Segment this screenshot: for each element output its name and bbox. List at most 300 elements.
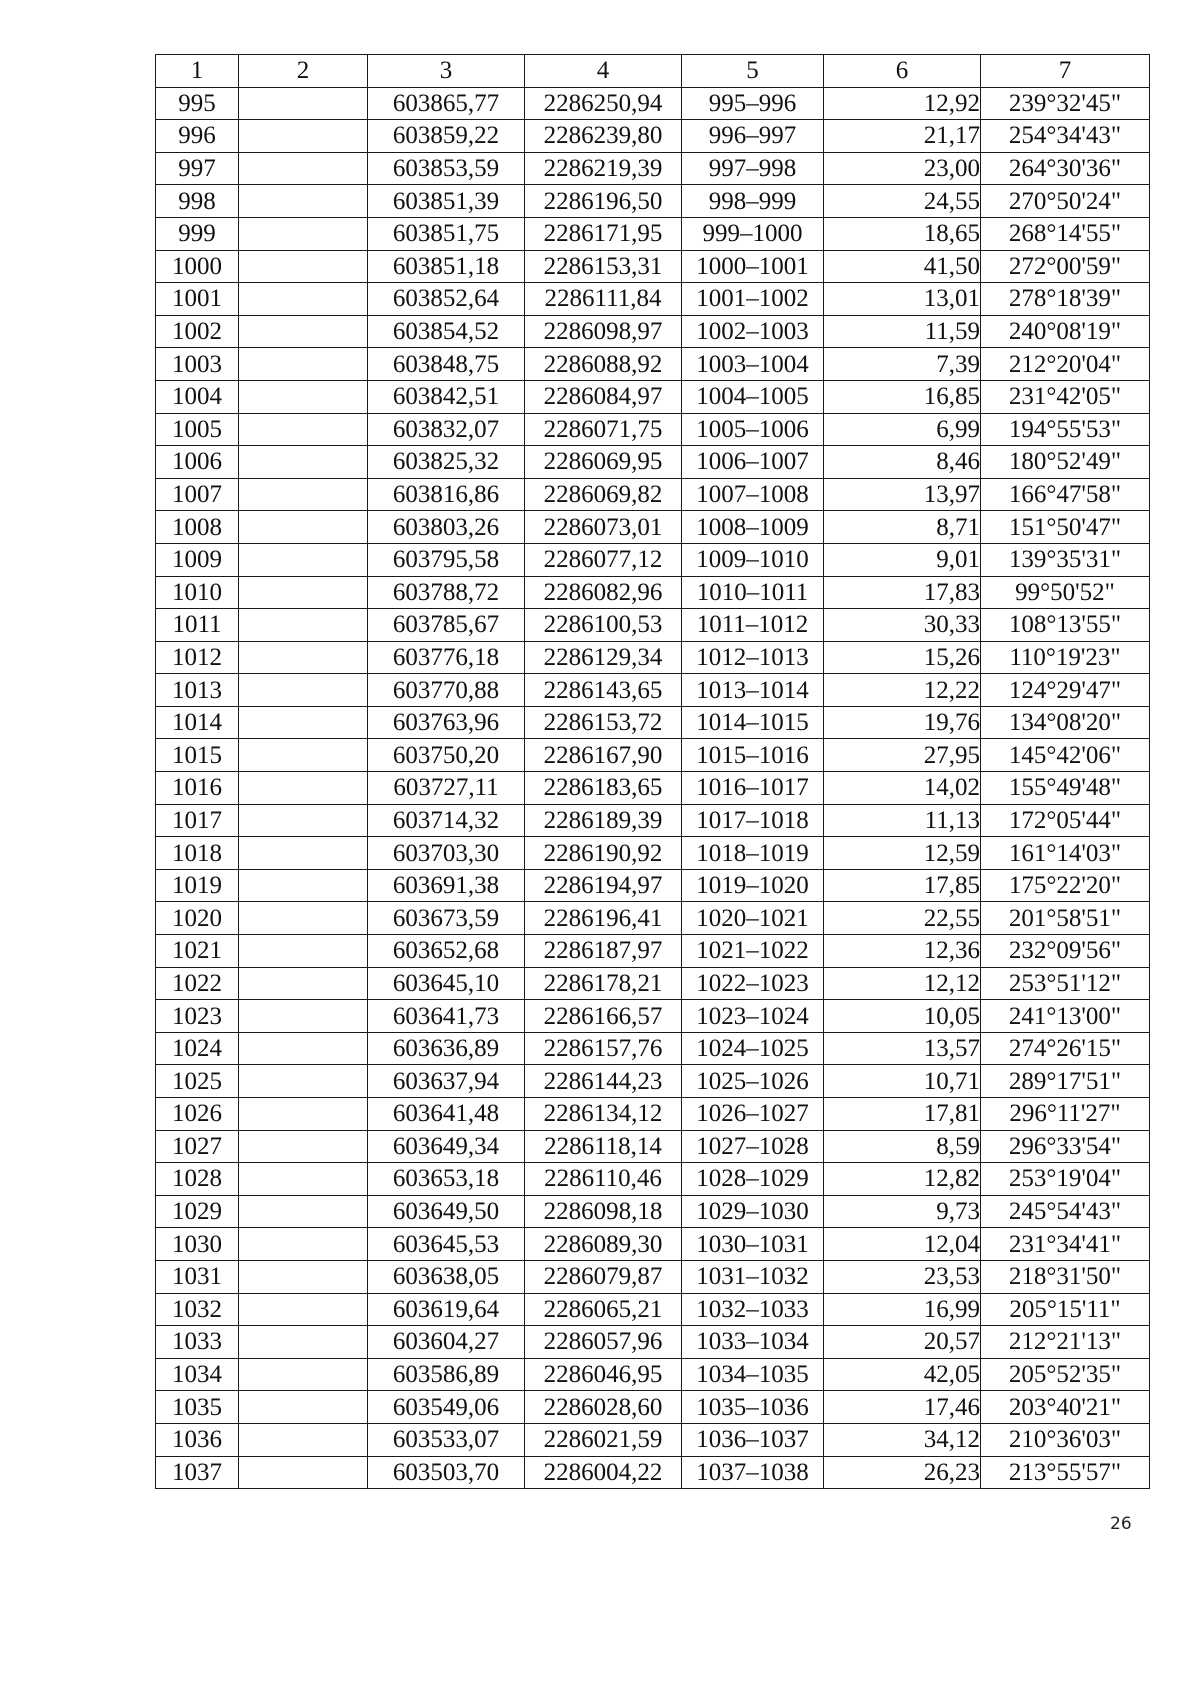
- segment-cell: 1010–1011: [682, 576, 824, 609]
- length-cell: 23,53: [824, 1260, 981, 1293]
- bearing-cell: 239°32'45": [981, 87, 1150, 120]
- y-coordinate-cell: 2286157,76: [525, 1032, 682, 1065]
- table-row: [156, 1293, 1150, 1326]
- y-coordinate-cell: 2286079,87: [525, 1260, 682, 1293]
- bearing-cell: 151°50'47": [981, 511, 1150, 544]
- segment-cell: 1011–1012: [682, 609, 824, 642]
- coordinates-table: [155, 54, 1150, 1489]
- empty-cell: [239, 1326, 368, 1359]
- segment-cell: 1017–1018: [682, 804, 824, 837]
- bearing-cell: 272°00'59": [981, 250, 1150, 283]
- y-coordinate-cell: 2286082,96: [525, 576, 682, 609]
- x-coordinate-cell: 603763,96: [368, 706, 525, 739]
- length-cell: 17,85: [824, 869, 981, 902]
- x-coordinate-cell: 603852,64: [368, 283, 525, 316]
- segment-cell: 1028–1029: [682, 1163, 824, 1196]
- segment-cell: 1029–1030: [682, 1195, 824, 1228]
- bearing-cell: 99°50'52": [981, 576, 1150, 609]
- empty-cell: [239, 87, 368, 120]
- segment-cell: 996–997: [682, 120, 824, 153]
- empty-cell: [239, 478, 368, 511]
- table-row: [156, 315, 1150, 348]
- length-cell: 12,92: [824, 87, 981, 120]
- length-cell: 12,22: [824, 674, 981, 707]
- length-cell: 12,36: [824, 935, 981, 968]
- y-coordinate-cell: 2286057,96: [525, 1326, 682, 1359]
- point-number-cell: 1027: [156, 1130, 239, 1163]
- y-coordinate-cell: 2286134,12: [525, 1098, 682, 1131]
- bearing-cell: 210°36'03": [981, 1423, 1150, 1456]
- segment-cell: 1005–1006: [682, 413, 824, 446]
- segment-cell: 1019–1020: [682, 869, 824, 902]
- empty-cell: [239, 1032, 368, 1065]
- column-header: 2: [239, 55, 368, 88]
- table-row: [156, 217, 1150, 250]
- point-number-cell: 998: [156, 185, 239, 218]
- bearing-cell: 145°42'06": [981, 739, 1150, 772]
- bearing-cell: 194°55'53": [981, 413, 1150, 446]
- x-coordinate-cell: 603649,34: [368, 1130, 525, 1163]
- empty-cell: [239, 837, 368, 870]
- segment-cell: 1021–1022: [682, 935, 824, 968]
- point-number-cell: 1023: [156, 1000, 239, 1033]
- x-coordinate-cell: 603859,22: [368, 120, 525, 153]
- bearing-cell: 180°52'49": [981, 446, 1150, 479]
- column-header: 7: [981, 55, 1150, 88]
- empty-cell: [239, 1000, 368, 1033]
- empty-cell: [239, 804, 368, 837]
- y-coordinate-cell: 2286187,97: [525, 935, 682, 968]
- point-number-cell: 1025: [156, 1065, 239, 1098]
- segment-cell: 995–996: [682, 87, 824, 120]
- empty-cell: [239, 902, 368, 935]
- y-coordinate-cell: 2286166,57: [525, 1000, 682, 1033]
- table-row: [156, 706, 1150, 739]
- empty-cell: [239, 706, 368, 739]
- table-row: [156, 348, 1150, 381]
- bearing-cell: 155°49'48": [981, 772, 1150, 805]
- point-number-cell: 1006: [156, 446, 239, 479]
- column-header: 3: [368, 55, 525, 88]
- table-row: [156, 804, 1150, 837]
- empty-cell: [239, 543, 368, 576]
- x-coordinate-cell: 603727,11: [368, 772, 525, 805]
- bearing-cell: 254°34'43": [981, 120, 1150, 153]
- y-coordinate-cell: 2286189,39: [525, 804, 682, 837]
- y-coordinate-cell: 2286171,95: [525, 217, 682, 250]
- length-cell: 24,55: [824, 185, 981, 218]
- point-number-cell: 1001: [156, 283, 239, 316]
- x-coordinate-cell: 603586,89: [368, 1358, 525, 1391]
- segment-cell: 1034–1035: [682, 1358, 824, 1391]
- length-cell: 17,83: [824, 576, 981, 609]
- table-row: [156, 283, 1150, 316]
- y-coordinate-cell: 2286084,97: [525, 380, 682, 413]
- point-number-cell: 1032: [156, 1293, 239, 1326]
- length-cell: 14,02: [824, 772, 981, 805]
- x-coordinate-cell: 603533,07: [368, 1423, 525, 1456]
- point-number-cell: 1030: [156, 1228, 239, 1261]
- y-coordinate-cell: 2286143,65: [525, 674, 682, 707]
- length-cell: 8,59: [824, 1130, 981, 1163]
- x-coordinate-cell: 603853,59: [368, 152, 525, 185]
- x-coordinate-cell: 603691,38: [368, 869, 525, 902]
- x-coordinate-cell: 603851,18: [368, 250, 525, 283]
- length-cell: 34,12: [824, 1423, 981, 1456]
- y-coordinate-cell: 2286196,50: [525, 185, 682, 218]
- segment-cell: 1003–1004: [682, 348, 824, 381]
- x-coordinate-cell: 603750,20: [368, 739, 525, 772]
- x-coordinate-cell: 603770,88: [368, 674, 525, 707]
- empty-cell: [239, 250, 368, 283]
- segment-cell: 1012–1013: [682, 641, 824, 674]
- bearing-cell: 134°08'20": [981, 706, 1150, 739]
- point-number-cell: 1020: [156, 902, 239, 935]
- y-coordinate-cell: 2286073,01: [525, 511, 682, 544]
- empty-cell: [239, 1195, 368, 1228]
- bearing-cell: 108°13'55": [981, 609, 1150, 642]
- length-cell: 42,05: [824, 1358, 981, 1391]
- length-cell: 12,59: [824, 837, 981, 870]
- x-coordinate-cell: 603785,67: [368, 609, 525, 642]
- segment-cell: 997–998: [682, 152, 824, 185]
- x-coordinate-cell: 603832,07: [368, 413, 525, 446]
- length-cell: 41,50: [824, 250, 981, 283]
- segment-cell: 1015–1016: [682, 739, 824, 772]
- empty-cell: [239, 152, 368, 185]
- y-coordinate-cell: 2286077,12: [525, 543, 682, 576]
- y-coordinate-cell: 2286089,30: [525, 1228, 682, 1261]
- segment-cell: 1000–1001: [682, 250, 824, 283]
- table-row: [156, 1358, 1150, 1391]
- table-row: [156, 576, 1150, 609]
- length-cell: 13,01: [824, 283, 981, 316]
- empty-cell: [239, 315, 368, 348]
- x-coordinate-cell: 603825,32: [368, 446, 525, 479]
- x-coordinate-cell: 603714,32: [368, 804, 525, 837]
- point-number-cell: 1002: [156, 315, 239, 348]
- point-number-cell: 997: [156, 152, 239, 185]
- segment-cell: 1013–1014: [682, 674, 824, 707]
- length-cell: 30,33: [824, 609, 981, 642]
- segment-cell: 1025–1026: [682, 1065, 824, 1098]
- bearing-cell: 270°50'24": [981, 185, 1150, 218]
- length-cell: 17,81: [824, 1098, 981, 1131]
- bearing-cell: 205°52'35": [981, 1358, 1150, 1391]
- segment-cell: 1036–1037: [682, 1423, 824, 1456]
- length-cell: 10,05: [824, 1000, 981, 1033]
- header-row: [156, 55, 1150, 88]
- length-cell: 27,95: [824, 739, 981, 772]
- segment-cell: 1007–1008: [682, 478, 824, 511]
- empty-cell: [239, 576, 368, 609]
- column-header: 1: [156, 55, 239, 88]
- point-number-cell: 1031: [156, 1260, 239, 1293]
- bearing-cell: 213°55'57": [981, 1456, 1150, 1489]
- y-coordinate-cell: 2286110,46: [525, 1163, 682, 1196]
- table-row: [156, 1391, 1150, 1424]
- bearing-cell: 232°09'56": [981, 935, 1150, 968]
- point-number-cell: 1011: [156, 609, 239, 642]
- x-coordinate-cell: 603703,30: [368, 837, 525, 870]
- point-number-cell: 1033: [156, 1326, 239, 1359]
- length-cell: 26,23: [824, 1456, 981, 1489]
- segment-cell: 1024–1025: [682, 1032, 824, 1065]
- x-coordinate-cell: 603673,59: [368, 902, 525, 935]
- table-row: [156, 1032, 1150, 1065]
- x-coordinate-cell: 603645,10: [368, 967, 525, 1000]
- x-coordinate-cell: 603641,73: [368, 1000, 525, 1033]
- point-number-cell: 1036: [156, 1423, 239, 1456]
- bearing-cell: 161°14'03": [981, 837, 1150, 870]
- point-number-cell: 999: [156, 217, 239, 250]
- empty-cell: [239, 1260, 368, 1293]
- x-coordinate-cell: 603641,48: [368, 1098, 525, 1131]
- table-body: [156, 87, 1150, 1489]
- table-row: [156, 478, 1150, 511]
- point-number-cell: 1007: [156, 478, 239, 511]
- x-coordinate-cell: 603604,27: [368, 1326, 525, 1359]
- segment-cell: 1037–1038: [682, 1456, 824, 1489]
- y-coordinate-cell: 2286167,90: [525, 739, 682, 772]
- length-cell: 20,57: [824, 1326, 981, 1359]
- y-coordinate-cell: 2286071,75: [525, 413, 682, 446]
- x-coordinate-cell: 603803,26: [368, 511, 525, 544]
- bearing-cell: 172°05'44": [981, 804, 1150, 837]
- empty-cell: [239, 1293, 368, 1326]
- length-cell: 12,82: [824, 1163, 981, 1196]
- empty-cell: [239, 1358, 368, 1391]
- table-row: [156, 772, 1150, 805]
- bearing-cell: 203°40'21": [981, 1391, 1150, 1424]
- point-number-cell: 1021: [156, 935, 239, 968]
- point-number-cell: 1013: [156, 674, 239, 707]
- table-row: [156, 87, 1150, 120]
- bearing-cell: 166°47'58": [981, 478, 1150, 511]
- table-row: [156, 152, 1150, 185]
- segment-cell: 1027–1028: [682, 1130, 824, 1163]
- point-number-cell: 1016: [156, 772, 239, 805]
- length-cell: 17,46: [824, 1391, 981, 1424]
- bearing-cell: 212°21'13": [981, 1326, 1150, 1359]
- y-coordinate-cell: 2286144,23: [525, 1065, 682, 1098]
- bearing-cell: 205°15'11": [981, 1293, 1150, 1326]
- segment-cell: 1018–1019: [682, 837, 824, 870]
- table-row: [156, 1065, 1150, 1098]
- empty-cell: [239, 511, 368, 544]
- bearing-cell: 264°30'36": [981, 152, 1150, 185]
- empty-cell: [239, 1098, 368, 1131]
- length-cell: 19,76: [824, 706, 981, 739]
- bearing-cell: 124°29'47": [981, 674, 1150, 707]
- bearing-cell: 253°51'12": [981, 967, 1150, 1000]
- x-coordinate-cell: 603549,06: [368, 1391, 525, 1424]
- empty-cell: [239, 739, 368, 772]
- point-number-cell: 1026: [156, 1098, 239, 1131]
- segment-cell: 1030–1031: [682, 1228, 824, 1261]
- length-cell: 21,17: [824, 120, 981, 153]
- point-number-cell: 1024: [156, 1032, 239, 1065]
- empty-cell: [239, 283, 368, 316]
- empty-cell: [239, 1130, 368, 1163]
- y-coordinate-cell: 2286100,53: [525, 609, 682, 642]
- x-coordinate-cell: 603816,86: [368, 478, 525, 511]
- empty-cell: [239, 1065, 368, 1098]
- bearing-cell: 231°42'05": [981, 380, 1150, 413]
- bearing-cell: 296°11'27": [981, 1098, 1150, 1131]
- length-cell: 11,13: [824, 804, 981, 837]
- length-cell: 10,71: [824, 1065, 981, 1098]
- segment-cell: 1009–1010: [682, 543, 824, 576]
- empty-cell: [239, 413, 368, 446]
- y-coordinate-cell: 2286046,95: [525, 1358, 682, 1391]
- empty-cell: [239, 869, 368, 902]
- point-number-cell: 1019: [156, 869, 239, 902]
- length-cell: 22,55: [824, 902, 981, 935]
- bearing-cell: 253°19'04": [981, 1163, 1150, 1196]
- x-coordinate-cell: 603848,75: [368, 348, 525, 381]
- segment-cell: 1014–1015: [682, 706, 824, 739]
- length-cell: 8,46: [824, 446, 981, 479]
- y-coordinate-cell: 2286004,22: [525, 1456, 682, 1489]
- segment-cell: 1002–1003: [682, 315, 824, 348]
- y-coordinate-cell: 2286088,92: [525, 348, 682, 381]
- x-coordinate-cell: 603851,39: [368, 185, 525, 218]
- y-coordinate-cell: 2286250,94: [525, 87, 682, 120]
- x-coordinate-cell: 603619,64: [368, 1293, 525, 1326]
- length-cell: 13,97: [824, 478, 981, 511]
- point-number-cell: 1034: [156, 1358, 239, 1391]
- y-coordinate-cell: 2286098,18: [525, 1195, 682, 1228]
- segment-cell: 998–999: [682, 185, 824, 218]
- point-number-cell: 1028: [156, 1163, 239, 1196]
- table-row: [156, 837, 1150, 870]
- x-coordinate-cell: 603653,18: [368, 1163, 525, 1196]
- point-number-cell: 1035: [156, 1391, 239, 1424]
- x-coordinate-cell: 603776,18: [368, 641, 525, 674]
- table-row: [156, 250, 1150, 283]
- point-number-cell: 1003: [156, 348, 239, 381]
- y-coordinate-cell: 2286028,60: [525, 1391, 682, 1424]
- table-row: [156, 641, 1150, 674]
- table-row: [156, 1326, 1150, 1359]
- x-coordinate-cell: 603637,94: [368, 1065, 525, 1098]
- point-number-cell: 1029: [156, 1195, 239, 1228]
- table-row: [156, 967, 1150, 1000]
- x-coordinate-cell: 603842,51: [368, 380, 525, 413]
- length-cell: 6,99: [824, 413, 981, 446]
- table-row: [156, 185, 1150, 218]
- segment-cell: 1022–1023: [682, 967, 824, 1000]
- empty-cell: [239, 1456, 368, 1489]
- y-coordinate-cell: 2286194,97: [525, 869, 682, 902]
- x-coordinate-cell: 603503,70: [368, 1456, 525, 1489]
- point-number-cell: 1015: [156, 739, 239, 772]
- bearing-cell: 240°08'19": [981, 315, 1150, 348]
- empty-cell: [239, 772, 368, 805]
- length-cell: 12,12: [824, 967, 981, 1000]
- table-row: [156, 1228, 1150, 1261]
- length-cell: 13,57: [824, 1032, 981, 1065]
- table-row: [156, 1456, 1150, 1489]
- x-coordinate-cell: 603865,77: [368, 87, 525, 120]
- table-row: [156, 1163, 1150, 1196]
- empty-cell: [239, 380, 368, 413]
- table-row: [156, 1130, 1150, 1163]
- empty-cell: [239, 185, 368, 218]
- bearing-cell: 212°20'04": [981, 348, 1150, 381]
- table-row: [156, 902, 1150, 935]
- table-row: [156, 1000, 1150, 1033]
- bearing-cell: 241°13'00": [981, 1000, 1150, 1033]
- y-coordinate-cell: 2286069,95: [525, 446, 682, 479]
- x-coordinate-cell: 603638,05: [368, 1260, 525, 1293]
- length-cell: 16,99: [824, 1293, 981, 1326]
- point-number-cell: 996: [156, 120, 239, 153]
- table-row: [156, 1195, 1150, 1228]
- bearing-cell: 296°33'54": [981, 1130, 1150, 1163]
- x-coordinate-cell: 603649,50: [368, 1195, 525, 1228]
- segment-cell: 1026–1027: [682, 1098, 824, 1131]
- column-header: 5: [682, 55, 824, 88]
- point-number-cell: 1008: [156, 511, 239, 544]
- y-coordinate-cell: 2286111,84: [525, 283, 682, 316]
- point-number-cell: 1009: [156, 543, 239, 576]
- y-coordinate-cell: 2286239,80: [525, 120, 682, 153]
- point-number-cell: 1014: [156, 706, 239, 739]
- segment-cell: 1023–1024: [682, 1000, 824, 1033]
- table-row: [156, 935, 1150, 968]
- table-row: [156, 543, 1150, 576]
- length-cell: 9,73: [824, 1195, 981, 1228]
- y-coordinate-cell: 2286190,92: [525, 837, 682, 870]
- bearing-cell: 139°35'31": [981, 543, 1150, 576]
- empty-cell: [239, 935, 368, 968]
- length-cell: 12,04: [824, 1228, 981, 1261]
- column-header: 6: [824, 55, 981, 88]
- bearing-cell: 231°34'41": [981, 1228, 1150, 1261]
- y-coordinate-cell: 2286153,31: [525, 250, 682, 283]
- length-cell: 18,65: [824, 217, 981, 250]
- empty-cell: [239, 120, 368, 153]
- bearing-cell: 274°26'15": [981, 1032, 1150, 1065]
- bearing-cell: 201°58'51": [981, 902, 1150, 935]
- empty-cell: [239, 1228, 368, 1261]
- segment-cell: 1008–1009: [682, 511, 824, 544]
- bearing-cell: 218°31'50": [981, 1260, 1150, 1293]
- y-coordinate-cell: 2286098,97: [525, 315, 682, 348]
- point-number-cell: 1012: [156, 641, 239, 674]
- table-row: [156, 1423, 1150, 1456]
- table-row: [156, 380, 1150, 413]
- point-number-cell: 995: [156, 87, 239, 120]
- x-coordinate-cell: 603636,89: [368, 1032, 525, 1065]
- table-row: [156, 446, 1150, 479]
- empty-cell: [239, 641, 368, 674]
- empty-cell: [239, 446, 368, 479]
- segment-cell: 1031–1032: [682, 1260, 824, 1293]
- table-row: [156, 1260, 1150, 1293]
- column-header: 4: [525, 55, 682, 88]
- bearing-cell: 289°17'51": [981, 1065, 1150, 1098]
- point-number-cell: 1005: [156, 413, 239, 446]
- x-coordinate-cell: 603795,58: [368, 543, 525, 576]
- y-coordinate-cell: 2286065,21: [525, 1293, 682, 1326]
- bearing-cell: 110°19'23": [981, 641, 1150, 674]
- x-coordinate-cell: 603851,75: [368, 217, 525, 250]
- y-coordinate-cell: 2286129,34: [525, 641, 682, 674]
- bearing-cell: 268°14'55": [981, 217, 1150, 250]
